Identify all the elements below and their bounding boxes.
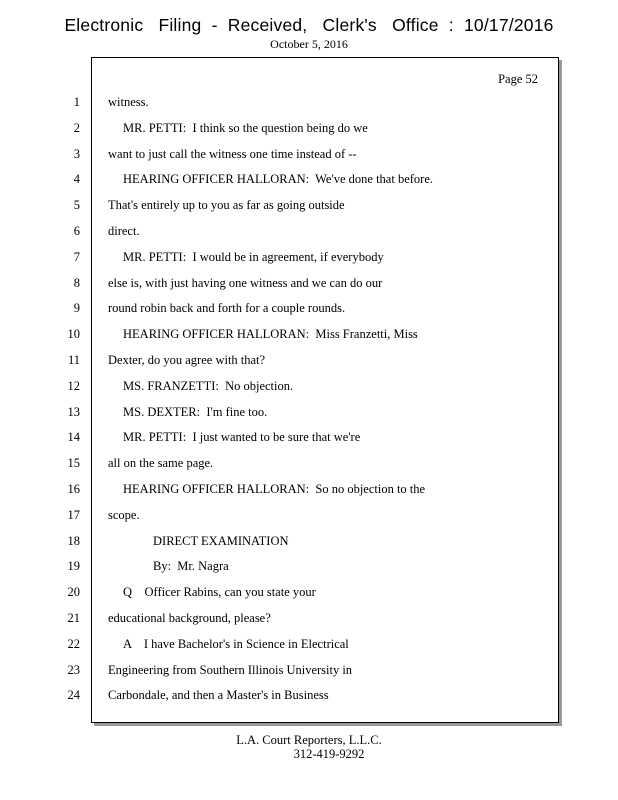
- transcript-line: MS. DEXTER: I'm fine too.: [123, 404, 268, 419]
- line-number: 18: [67, 533, 80, 548]
- transcript-line: By: Mr. Nagra: [153, 559, 229, 574]
- transcript-line: DIRECT EXAMINATION: [153, 533, 289, 548]
- line-number: 10: [67, 327, 80, 342]
- line-number: 1: [73, 95, 80, 109]
- transcript-line: all on the same page.: [108, 456, 214, 471]
- transcript-line: Engineering from Southern Illinois University in: [108, 662, 353, 677]
- transcript-line: MR. PETTI: I think so the question being do we: [123, 120, 368, 135]
- line-number: 22: [67, 636, 80, 651]
- transcript-line: That's entirely up to you as far as going outside: [108, 198, 345, 213]
- line-number: 5: [73, 198, 80, 213]
- line-number: 16: [67, 482, 80, 496]
- transcript-line: round robin back and forth for a couple rounds.: [108, 301, 346, 316]
- transcript-page: [91, 57, 559, 723]
- transcript-line: HEARING OFFICER HALLORAN: Miss Franzetti, Miss: [123, 327, 418, 342]
- transcript-line: educational background, please?: [108, 611, 271, 625]
- line-number: 8: [73, 275, 80, 290]
- transcript-line: MS. FRANZETTI: No objection.: [123, 378, 294, 393]
- reporter-phone: 312-419-9292: [293, 747, 365, 761]
- transcript-line: MR. PETTI: I would be in agreement, if everybody: [123, 249, 384, 264]
- line-number: 14: [67, 430, 80, 445]
- reporter-company: L.A. Court Reporters, L.L.C.: [236, 733, 382, 747]
- line-number: 7: [73, 249, 80, 264]
- line-number: 15: [67, 456, 80, 471]
- transcript-line: Dexter, do you agree with that?: [108, 353, 266, 367]
- transcript-line: A I have Bachelor's in Science in Electrical: [123, 636, 349, 651]
- transcript-line: HEARING OFFICER HALLORAN: So no objection to the: [123, 482, 426, 496]
- line-number: 19: [67, 559, 80, 574]
- transcript-line: want to just call the witness one time instead of --: [108, 146, 357, 161]
- page-number: Page 52: [498, 72, 538, 86]
- electronic-filing-stamp: Electronic Filing - Received, Clerk's Office : 10/17/2016: [64, 15, 554, 35]
- transcript-line: HEARING OFFICER HALLORAN: We've done that before.: [123, 172, 433, 187]
- transcript-line: direct.: [108, 224, 140, 238]
- line-number: 20: [67, 585, 80, 600]
- line-number: 21: [67, 611, 80, 625]
- transcript-date: October 5, 2016: [270, 37, 348, 51]
- transcript-line: else is, with just having one witness and we can do our: [108, 275, 383, 290]
- transcript-line: Carbondale, and then a Master's in Business: [108, 688, 329, 703]
- line-number: 6: [73, 224, 80, 238]
- line-number: 24: [67, 688, 80, 703]
- line-number: 23: [67, 662, 80, 677]
- line-number: 2: [73, 120, 80, 135]
- footer: [0, 733, 618, 761]
- transcript-line: Q Officer Rabins, can you state your: [123, 585, 316, 600]
- transcript-line: scope.: [108, 507, 140, 522]
- line-number: 4: [73, 172, 80, 187]
- line-number: 17: [67, 507, 80, 522]
- line-number: 12: [67, 378, 80, 393]
- line-number: 11: [67, 353, 80, 367]
- transcript-line: witness.: [108, 95, 149, 109]
- transcript-line: MR. PETTI: I just wanted to be sure that we're: [123, 430, 361, 445]
- line-number: 13: [67, 404, 80, 419]
- line-number: 9: [73, 301, 80, 316]
- line-number: 3: [73, 146, 80, 161]
